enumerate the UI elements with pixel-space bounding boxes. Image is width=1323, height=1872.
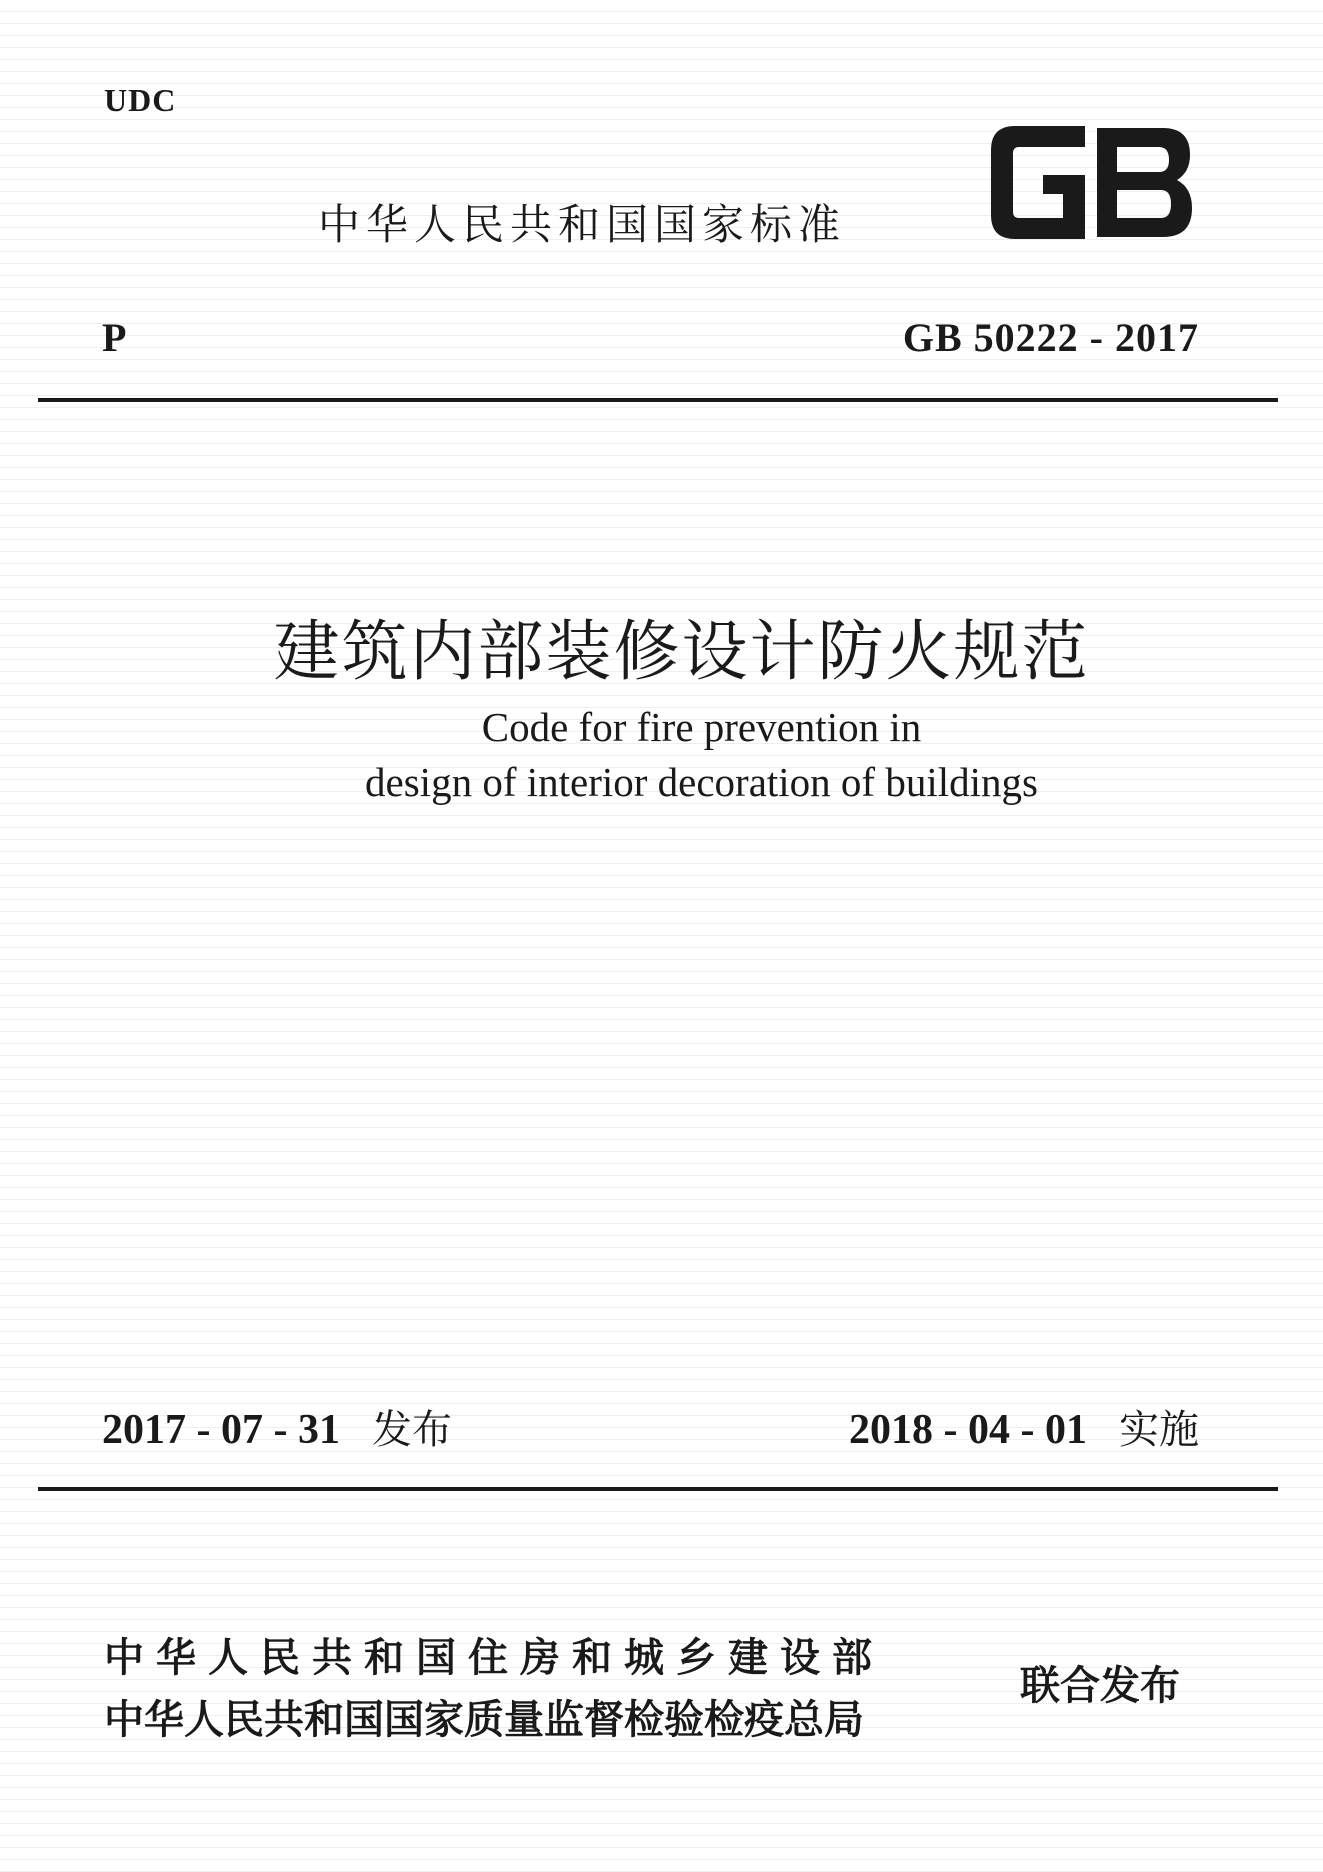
standard-number: GB 50222 - 2017 xyxy=(902,315,1199,360)
gb-logo xyxy=(985,120,1200,245)
issue-label: 发布 xyxy=(371,1407,452,1453)
joint-publish-label: 联合发布 xyxy=(1020,1663,1180,1709)
classification-code: P xyxy=(102,315,127,360)
implementation-date: 2018 - 04 - 01 xyxy=(849,1407,1087,1453)
gb-logo-icon xyxy=(985,120,1200,245)
implementation-date-block xyxy=(849,1398,1199,1455)
udc-label: UDC xyxy=(104,82,177,118)
title-english-line1: Code for fire prevention in xyxy=(481,704,922,750)
dates-divider xyxy=(38,1487,1278,1491)
standard-type-title: 中华人民共和国国家标准 xyxy=(318,200,847,249)
publisher-line2: 中华人民共和国国家质量监督检验检疫总局 xyxy=(104,1697,864,1743)
implementation-label: 实施 xyxy=(1119,1407,1199,1453)
publisher-line1: 中华人民共和国住房和城乡建设部 xyxy=(104,1635,884,1681)
issue-date-block xyxy=(102,1398,452,1455)
header-divider xyxy=(38,398,1278,402)
title-chinese: 建筑内部装修设计防火规范 xyxy=(273,613,1090,690)
issue-date: 2017 - 07 - 31 xyxy=(102,1407,340,1453)
title-english-line2: design of interior decoration of buildings xyxy=(365,759,1038,805)
